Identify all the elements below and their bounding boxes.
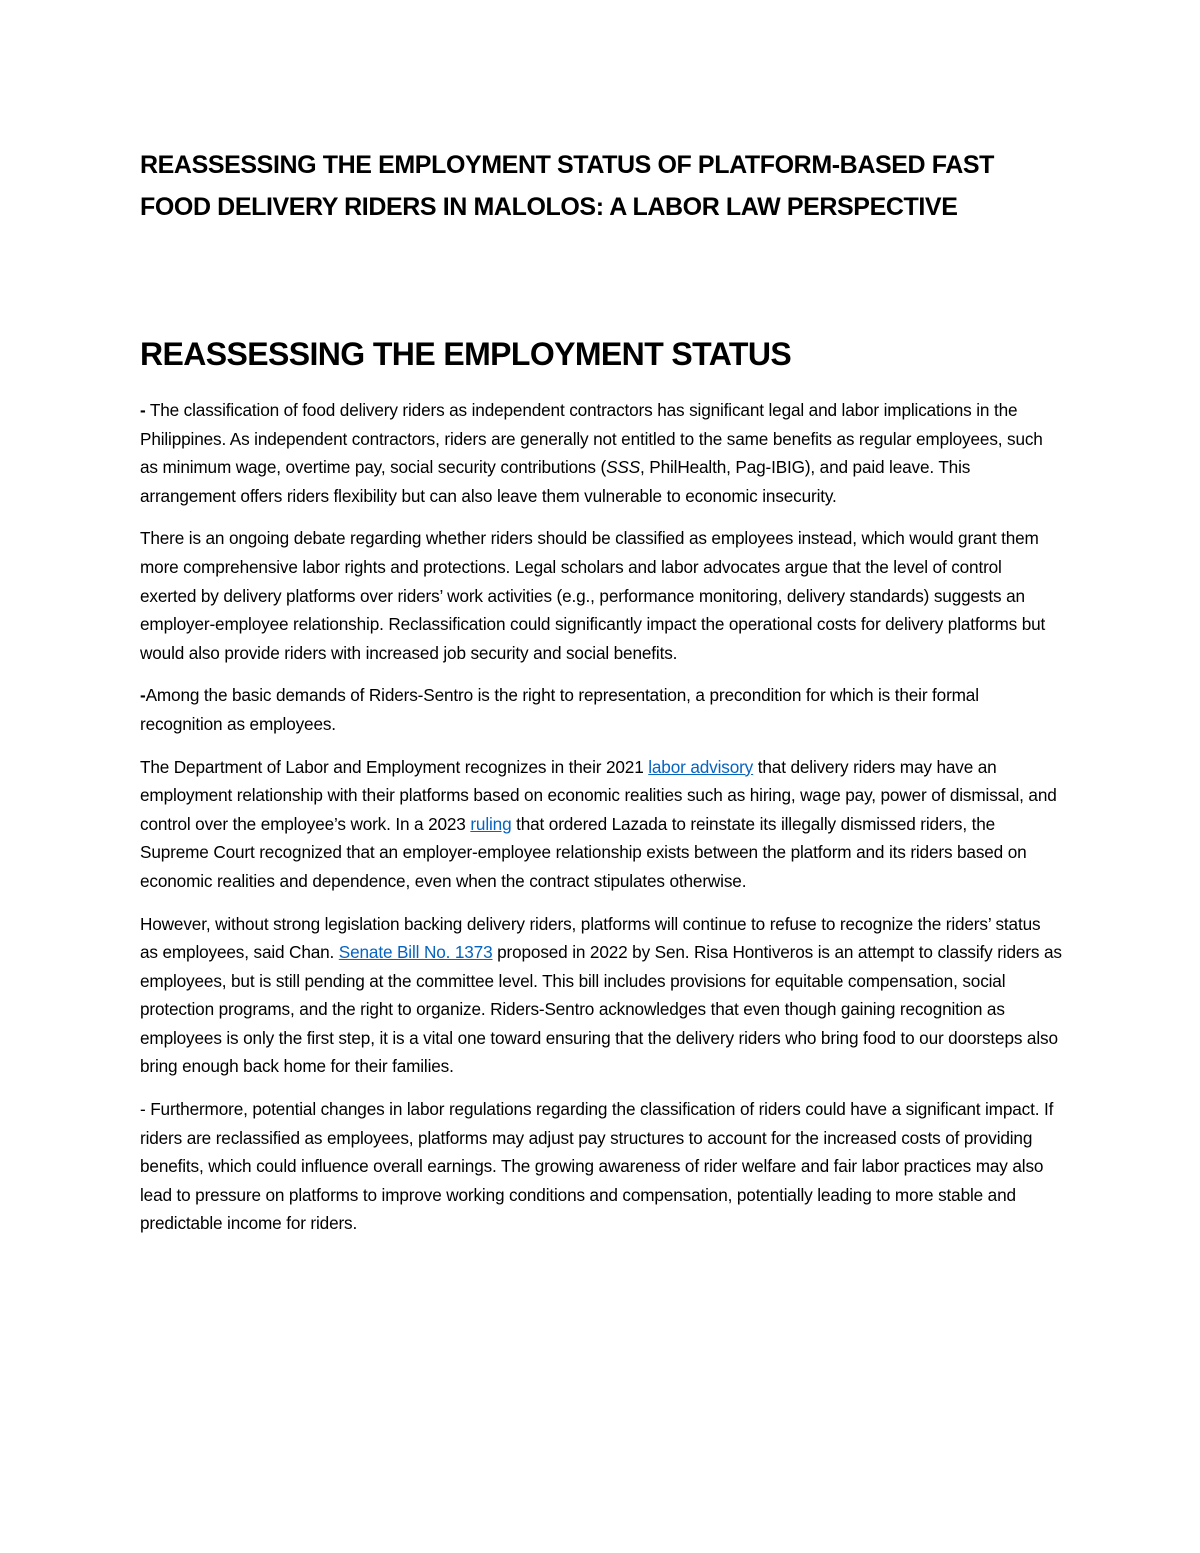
labor-advisory-link[interactable]: labor advisory — [648, 756, 754, 777]
paragraph-text: The classification of food delivery riders as independent contractors has significant legal and labor implications in the Philippines. As independent contractors, riders are generally not entitled to the same benefits as regular employees, such as minimum wage, overtime pay, social security contributions ( — [140, 400, 1043, 478]
document-title: REASSESSING THE EMPLOYMENT STATUS OF PLATFORM-BASED FAST FOOD DELIVERY RIDERS IN MALOLOS: A LABOR LAW PERSPECTIVE — [140, 151, 995, 221]
section-heading: REASSESSING THE EMPLOYMENT STATUS — [140, 336, 792, 372]
senate-bill-link[interactable]: Senate Bill No. 1373 — [338, 942, 493, 963]
paragraph-text: The Department of Labor and Employment recognizes in their 2021 — [140, 756, 649, 777]
paragraph-ongoing-debate: There is an ongoing debate regarding whether riders should be classified as employees instead, which would grant them more comprehensive labor rights and protections. Legal scholars and labor advocates argue that the level of control exerted by delivery platforms over riders’ work activities (e.g., performance monitoring, delivery standards) suggests an employer-employee relationship. Reclassification could significantly impact the operational costs for delivery platforms but would also provide riders with increased job security and social benefits. — [140, 528, 1046, 663]
paragraph-text: proposed in 2022 by Sen. Risa Hontiveros is an attempt to classify riders as employees, but is still pending at the committee level. This bill includes provisions for equitable compensation, social protection programs, and the right to organize. Riders-Sentro acknowledges that even though gaining recognition as employees is only the first step, it is a vital one toward ensuring that the delivery riders who bring food to our doorsteps also bring enough back home for their families. — [140, 942, 1062, 1077]
ruling-link[interactable]: ruling — [470, 813, 512, 834]
paragraph-dash: - — [140, 400, 146, 420]
paragraph-text: Among the basic demands of Riders-Sentro is the right to representation, a precondition for which is their formal recognition as employees. — [140, 685, 979, 734]
paragraph-dole-advisory — [140, 753, 1062, 896]
paragraph-dash: - — [140, 685, 146, 706]
paragraph-text: that delivery riders may have an employment relationship with their platforms based on economic realities such as hiring, wage pay, power of dismissal, and control over the employee’s work. In a 2023 — [140, 756, 1057, 834]
paragraph-classification — [140, 396, 1062, 510]
paragraph-text: that ordered Lazada to reinstate its illegally dismissed riders, the Supreme Court recognized that an employer-employee relationship exists between the platform and its riders based on economic realities and dependence, even when the contract stipulates otherwise. — [140, 813, 1027, 891]
paragraph-potential-changes: - Furthermore, potential changes in labor regulations regarding the classification of riders could have a significant impact. If riders are reclassified as employees, platforms may adjust pay structures to account for the increased costs of providing benefits, which could influence overall earnings. The growing awareness of rider welfare and fair labor practices may also lead to pressure on platforms to improve working conditions and compensation, potentially leading to more stable and predictable income for riders. — [140, 1099, 1054, 1234]
paragraph-text: However, without strong legislation backing delivery riders, platforms will continue to refuse to recognize the riders’ status as employees, said Chan. — [140, 913, 1041, 963]
document-body — [140, 396, 1062, 1252]
paragraph-legislation — [140, 910, 1062, 1082]
paragraph-italic-text: SSS — [606, 457, 641, 478]
paragraph-text-end: , PhilHealth, Pag-IBIG), and paid leave. This arrangement offers riders flexibility but can also leave them vulnerable to economic insecurity. — [140, 457, 971, 506]
paragraph-riders-sentro-demands — [140, 681, 1062, 738]
